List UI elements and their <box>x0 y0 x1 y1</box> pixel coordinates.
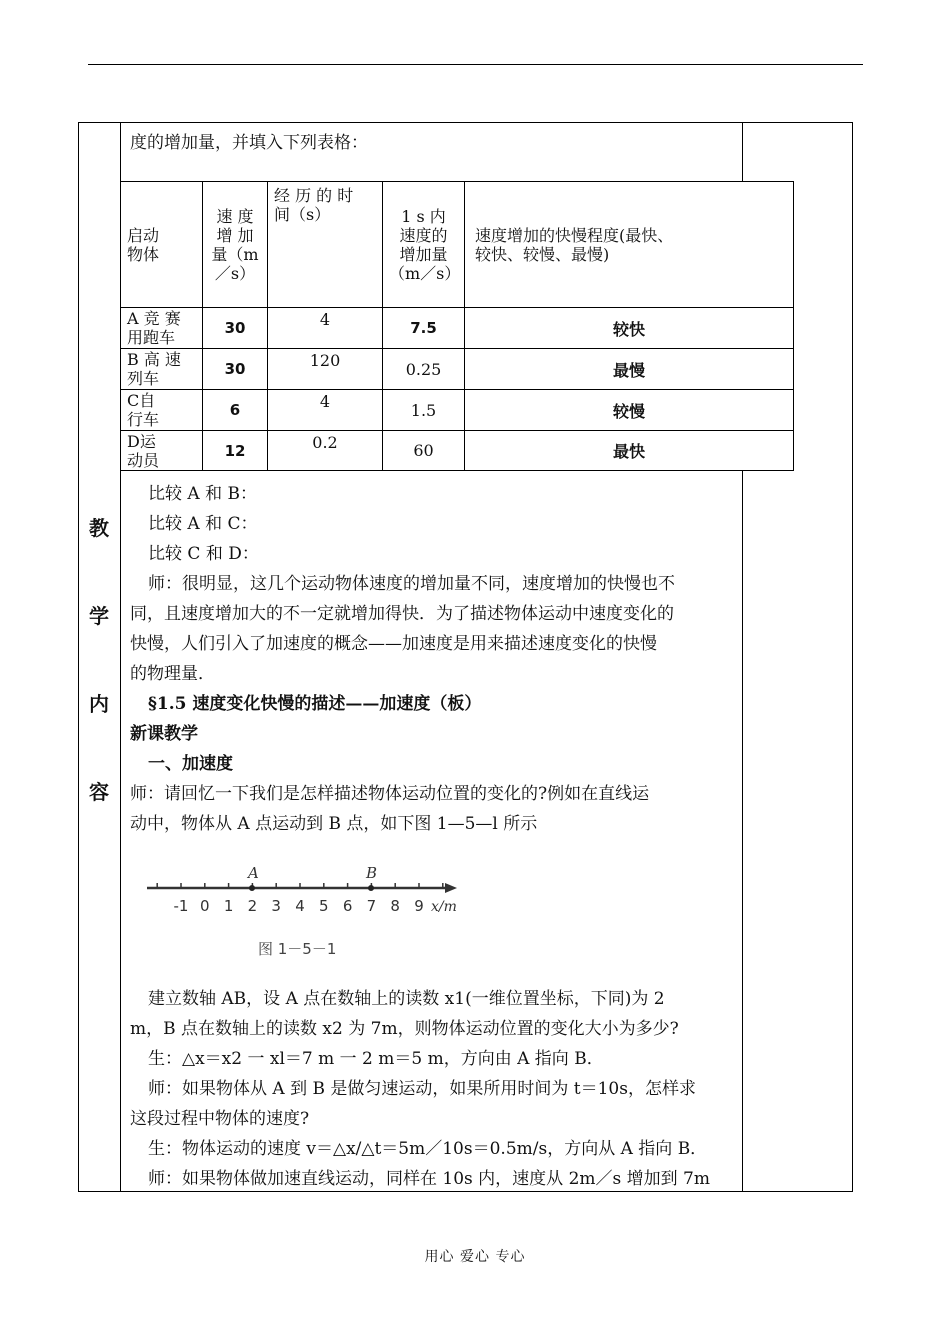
object-cell <box>121 390 203 431</box>
header-elapsed-time <box>268 182 383 308</box>
text-line: 建立数轴 AB，设 A 点在数轴上的读数 x1(一维位置坐标，下同)为 2 <box>148 989 665 1009</box>
axis-tick-label: 2 <box>247 897 258 915</box>
header-line: 速度增加的快慢程度(最快、 <box>475 225 674 245</box>
text-line: 师：如果物体做加速直线运动，同样在 10s 内，速度从 2m／s 增加到 7m <box>148 1169 710 1189</box>
speed-increase-cell: 6 <box>203 390 268 431</box>
text-line: 师：请回忆一下我们是怎样描述物体运动位置的变化的?例如在直线运 <box>130 784 650 804</box>
text-line: 这段过程中物体的速度? <box>130 1109 310 1129</box>
text-line: 比较 A 和 C： <box>148 514 258 534</box>
speed-increase-cell: 12 <box>203 431 268 471</box>
table-row <box>121 349 794 390</box>
time-cell <box>268 349 383 390</box>
axis-tick-label: -1 <box>173 897 189 915</box>
text-line: m，B 点在数轴上的读数 x2 为 7m，则物体运动位置的变化大小为多少? <box>130 1019 679 1039</box>
intro-text: 度的增加量，并填入下列表格： <box>130 133 368 153</box>
header-line: 增加量 <box>399 244 448 264</box>
speed-increase-cell: 30 <box>203 308 268 349</box>
object-line: 列车 <box>127 369 160 388</box>
header-line: 1 s 内 <box>401 206 446 226</box>
text-line: 比较 C 和 D： <box>148 544 259 564</box>
text-line: 动中，物体从 A 点运动到 B 点，如下图 1—5—l 所示 <box>130 814 538 834</box>
notes-column-divider-top <box>742 122 743 181</box>
object-line: B 高 速 <box>127 350 181 369</box>
axis-tick-label: 8 <box>390 897 400 915</box>
side-label-char: 学 <box>89 604 109 628</box>
header-line: 速度的 <box>399 225 448 245</box>
object-line: 行车 <box>127 410 160 429</box>
header-line: 启动 <box>127 225 160 245</box>
subsection-heading: 一、加速度 <box>148 754 233 774</box>
text-line: 快慢，人们引入了加速度的概念——加速度是用来描述速度变化的快慢 <box>130 634 657 654</box>
text-line: 师：如果物体从 A 到 B 是做匀速运动，如果所用时间为 t＝10s，怎样求 <box>148 1079 696 1099</box>
lesson-text-upper <box>130 479 736 839</box>
header-line: 较快、较慢、最慢) <box>475 244 610 264</box>
table-row <box>121 431 794 471</box>
point-b-label: B <box>366 864 378 882</box>
text-line: 生：△x＝x2 一 xl＝7 m 一 2 m＝5 m，方向由 A 指向 B． <box>148 1049 604 1069</box>
per-second-cell: 7.5 <box>383 308 465 349</box>
header-line: 量（m <box>211 244 259 264</box>
speed-increase-table <box>120 181 794 471</box>
object-cell <box>121 308 203 349</box>
axis-tick-label: 6 <box>342 897 353 915</box>
text-line: 的物理量． <box>130 664 215 684</box>
time-cell <box>268 390 383 431</box>
per-second-cell: 60 <box>383 431 465 471</box>
lesson-text-lower <box>130 984 736 1194</box>
rank-cell: 最慢 <box>465 349 794 390</box>
axis-tick-label: 4 <box>295 897 305 915</box>
object-cell <box>121 349 203 390</box>
table-row <box>121 308 794 349</box>
notes-column-divider-bottom <box>742 470 743 1192</box>
text-line: 比较 A 和 B： <box>148 484 257 504</box>
axis-tick-label: 7 <box>366 897 377 915</box>
object-cell <box>121 431 203 471</box>
object-line: A 竞 赛 <box>127 309 181 328</box>
per-second-cell: 1.5 <box>383 390 465 431</box>
axis-tick-label: 0 <box>200 897 210 915</box>
object-line: D运 <box>127 431 156 451</box>
time-cell <box>268 308 383 349</box>
header-rate-ranking <box>465 182 794 308</box>
text-line: 同，且速度增加大的不一定就增加得快．为了描述物体运动中速度变化的 <box>130 604 674 624</box>
speed-increase-cell: 30 <box>203 349 268 390</box>
header-rule <box>88 64 863 65</box>
table-header-row <box>121 182 794 308</box>
header-line: ／s） <box>214 263 256 283</box>
time-value: 120 <box>309 351 341 370</box>
point-b-marker <box>368 885 374 891</box>
time-value: 4 <box>319 310 331 329</box>
table-row <box>121 390 794 431</box>
point-a-label: A <box>248 864 259 882</box>
axis-arrow <box>445 883 457 893</box>
side-label-char: 教 <box>89 516 109 540</box>
object-line: 用跑车 <box>127 328 176 347</box>
text-line: 生：物体运动的速度 v＝△x/△t＝5m／10s＝0.5m/s，方向从 A 指向 B． <box>148 1139 708 1159</box>
page-footer: 用心 爱心 专心 <box>424 1249 526 1265</box>
header-line: （m／s） <box>389 263 461 283</box>
time-cell <box>268 431 383 471</box>
section-heading: §1.5 速度变化快慢的描述——加速度（板） <box>148 694 482 714</box>
axis-tick-label: 3 <box>271 897 281 915</box>
new-lesson-heading: 新课教学 <box>130 724 198 744</box>
object-line: C自 <box>127 391 156 410</box>
axis-tick-label: 5 <box>319 897 329 915</box>
axis-tick-label: 9 <box>414 897 424 915</box>
header-line: 速 度 <box>216 206 254 226</box>
axis-tick-label: 1 <box>223 897 234 915</box>
rank-cell: 较慢 <box>465 390 794 431</box>
point-a-marker <box>249 885 255 891</box>
time-value: 0.2 <box>312 433 338 452</box>
axis-tick-labels <box>174 897 424 915</box>
header-line: 经 历 的 时 <box>274 186 354 205</box>
header-line: 物体 <box>127 244 160 264</box>
axis-label: x/m <box>431 899 457 915</box>
time-value: 4 <box>319 392 331 411</box>
header-line: 间（s） <box>274 205 331 224</box>
side-label-char: 容 <box>89 780 109 804</box>
header-line: 增 加 <box>216 225 254 245</box>
header-per-second-increase <box>383 182 465 308</box>
figure-caption: 图 1－5－1 <box>258 940 337 958</box>
rank-cell: 最快 <box>465 431 794 471</box>
rank-cell: 较快 <box>465 308 794 349</box>
side-label-char: 内 <box>89 692 109 716</box>
per-second-cell: 0.25 <box>383 349 465 390</box>
header-object <box>121 182 203 308</box>
header-speed-increase <box>203 182 268 308</box>
text-line: 师：很明显，这几个运动物体速度的增加量不同，速度增加的快慢也不 <box>148 574 675 594</box>
number-line-figure <box>145 856 545 971</box>
object-line: 动员 <box>127 450 160 470</box>
